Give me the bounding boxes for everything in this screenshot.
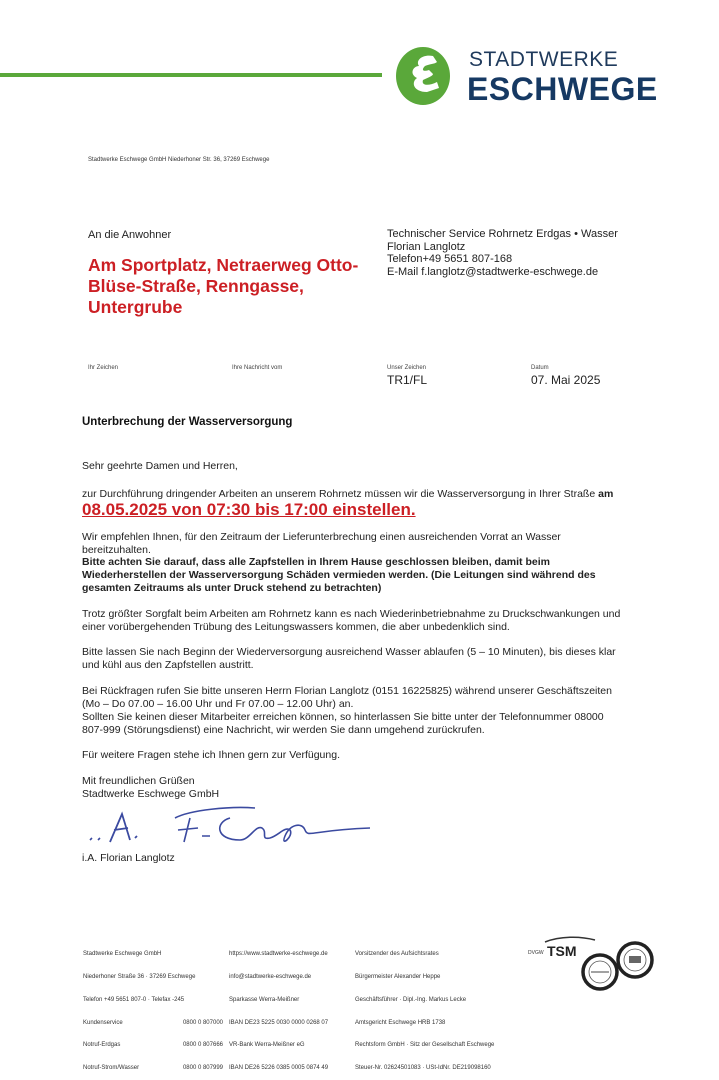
ref-datum-value: 07. Mai 2025 bbox=[531, 373, 601, 387]
intro-text: zur Durchführung dringender Arbeiten an unserem Rohrnetz müssen wir die Wasserversorgung in Ihrer Straße bbox=[82, 488, 596, 500]
contact-email[interactable]: E-Mail f.langlotz@stadtwerke-eschwege.de bbox=[387, 265, 599, 278]
handwritten-signature bbox=[80, 800, 380, 850]
footer-line: Amtsgericht Eschwege HRB 1738 bbox=[355, 1019, 446, 1026]
paragraph-flush: Bitte lassen Sie nach Beginn der Wiederversorgung ausreichend Wasser ablaufen (5 – 10 Minuten), bis dieses klar und kühl aus den Zapfstellen austritt. bbox=[82, 646, 616, 672]
paragraph-warning: Bitte achten Sie darauf, dass alle Zapfstellen in Ihrem Hause geschlossen bleiben, damit beim Wiederherstellen der Wasserversorgung Schäden vermieden werden. (Die Leitungen sind während des gesamten Zeitraums als unter Druck stehend zu betrachten) bbox=[82, 556, 596, 595]
footer-email[interactable]: info@stadtwerke-eschwege.de bbox=[229, 973, 312, 980]
ref-datum-label: Datum bbox=[531, 365, 549, 371]
footer-phone-label: Kundenservice bbox=[83, 1019, 123, 1026]
footer-legal bbox=[355, 936, 494, 1080]
company-name: Stadtwerke Eschwege GmbH bbox=[82, 788, 220, 800]
outage-date-time: 08.05.2025 von 07:30 bis 17:00 einstellen. bbox=[82, 500, 416, 519]
round-seal-2-icon bbox=[618, 943, 652, 977]
paragraph-fallback: Sollten Sie keinen dieser Mitarbeiter erreichen können, so hinterlassen Sie bitte unter der Telefonnummer 08000 807-999 (Störungsdienst) eine Nachricht, wir werden Sie dann umgehend zurückrufen. bbox=[82, 711, 604, 737]
footer-line: Telefon +49 5651 807-0 · Telefax -245 bbox=[83, 996, 185, 1003]
tsm-seal-icon bbox=[528, 937, 595, 959]
greeting: Mit freundlichen Grüßen bbox=[82, 775, 195, 787]
ref-unser-zeichen-value: TR1/FL bbox=[387, 373, 428, 387]
recipient-label: An die Anwohner bbox=[88, 229, 172, 241]
signer-name: i.A. Florian Langlotz bbox=[82, 852, 175, 864]
footer-phone-number: 0800 0 807000 bbox=[182, 1019, 223, 1026]
company-logo bbox=[393, 44, 658, 110]
footer-website[interactable]: https://www.stadtwerke-eschwege.de bbox=[229, 951, 328, 958]
footer-phone-label: Notruf-Erdgas bbox=[83, 1042, 121, 1049]
paragraph-contact: Bei Rückfragen rufen Sie bitte unseren Herrn Florian Langlotz (0151 16225825) während unserer Geschäftszeiten (Mo – Do 07.00 – 16.00 Uhr und Fr 07.00 – 12.00 Uhr) an. bbox=[82, 685, 612, 711]
ref-ihre-nachricht-label: Ihre Nachricht vom bbox=[232, 365, 283, 371]
footer-phone-row bbox=[83, 1042, 223, 1050]
paragraph-supply: Wir empfehlen Ihnen, für den Zeitraum der Lieferunterbrechung einen ausreichenden Vorrat an Wasser bereitzuhalten. bbox=[82, 531, 561, 557]
footer-line: Sparkasse Werra-Meißner bbox=[229, 996, 300, 1003]
footer-web-bank bbox=[229, 936, 328, 1080]
round-seal-1-icon bbox=[583, 955, 617, 989]
recipient-streets: Am Sportplatz, Netraerweg Otto-Blüse-Straße, Renngasse, Untergrube bbox=[88, 255, 359, 317]
contact-block bbox=[387, 228, 618, 278]
footer-line: Stadtwerke Eschwege GmbH bbox=[83, 951, 162, 958]
footer-company-info bbox=[83, 936, 223, 1080]
ref-ihr-zeichen-label: Ihr Zeichen bbox=[88, 365, 119, 371]
intro-bold-am: am bbox=[598, 488, 614, 500]
footer-line: Geschäftsführer · Dipl.-Ing. Markus Lecke bbox=[355, 996, 467, 1003]
contact-name: Florian Langlotz bbox=[387, 240, 466, 253]
footer-line: IBAN DE26 5226 0385 0005 0874 49 bbox=[229, 1065, 329, 1072]
contact-department: Technischer Service Rohrnetz Erdgas • Wasser bbox=[387, 228, 618, 240]
sender-return-address: Stadtwerke Eschwege GmbH Niederhoner Str. 36, 37269 Eschwege bbox=[88, 157, 270, 163]
footer-line: Rechtsform GmbH · Sitz der Gesellschaft Eschwege bbox=[355, 1042, 495, 1049]
footer-line: Vorsitzender des Aufsichtsrates bbox=[355, 951, 439, 958]
contact-phone: Telefon+49 5651 807-168 bbox=[387, 253, 513, 265]
footer-phone-row bbox=[83, 1065, 223, 1073]
footer-line: Bürgermeister Alexander Heppe bbox=[355, 973, 441, 980]
ref-unser-zeichen-label: Unser Zeichen bbox=[387, 365, 427, 371]
certification-seals bbox=[525, 932, 655, 992]
letter-subject: Unterbrechung der Wasserversorgung bbox=[82, 416, 293, 428]
footer-phone-label: Notruf-Strom/Wasser bbox=[83, 1065, 140, 1072]
footer-line: Steuer-Nr. 02624501083 · USt-IdNr. DE219098160 bbox=[355, 1065, 491, 1072]
footer-phone-row bbox=[83, 1020, 223, 1028]
logo-e-mark-icon bbox=[393, 44, 455, 106]
paragraph-pressure: Trotz größter Sorgfalt beim Arbeiten am Rohrnetz kann es nach Wiederinbetriebnahme zu Druckschwankungen und einer vorübergehenden Trübung des Leitungswassers kommen, die aber unbedenklich sind. bbox=[82, 608, 621, 634]
footer-phone-number: 0800 0 807999 bbox=[182, 1065, 223, 1072]
header-green-rule bbox=[0, 73, 382, 77]
logo-text-stadtwerke: STADTWERKE bbox=[469, 48, 619, 71]
footer-phone-number: 0800 0 807666 bbox=[182, 1042, 223, 1049]
footer-line: Niederhoner Straße 36 · 37269 Eschwege bbox=[83, 973, 196, 980]
tsm-text: TSM bbox=[547, 943, 577, 959]
logo-text-eschwege: ESCHWEGE bbox=[467, 71, 658, 107]
paragraph-closing: Für weitere Fragen stehe ich Ihnen gern zur Verfügung. bbox=[82, 749, 340, 761]
tsm-prefix: DVGW bbox=[528, 950, 544, 956]
footer-line: IBAN DE23 5225 0030 0000 0268 07 bbox=[229, 1019, 329, 1026]
salutation: Sehr geehrte Damen und Herren, bbox=[82, 460, 238, 472]
footer-line: VR-Bank Werra-Meißner eG bbox=[229, 1042, 305, 1049]
